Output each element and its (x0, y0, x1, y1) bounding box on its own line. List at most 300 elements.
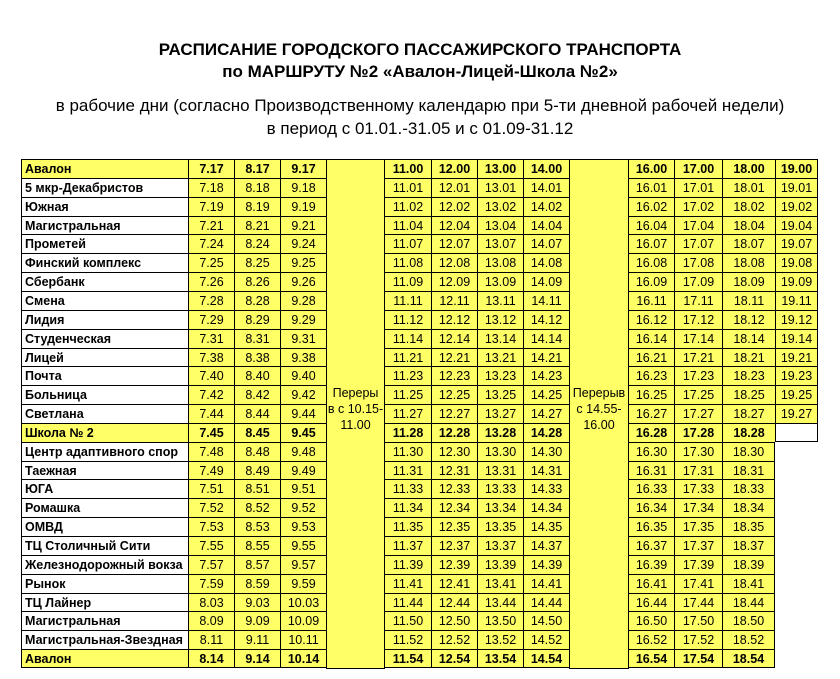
stop-name: Почта (21, 366, 188, 385)
departure-time: 7.40 (188, 366, 234, 385)
departure-time: 16.21 (628, 348, 674, 366)
departure-time: 14.11 (523, 291, 569, 310)
departure-time: 17.08 (674, 253, 722, 272)
departure-time: 9.38 (280, 348, 326, 366)
departure-time: 9.24 (280, 234, 326, 253)
departure-time: 8.11 (188, 630, 234, 649)
departure-time: 17.52 (674, 630, 722, 649)
departure-time: 11.37 (384, 536, 431, 555)
break-text: Перерыв (572, 386, 626, 400)
departure-time: 14.08 (523, 253, 569, 272)
departure-time: 12.30 (431, 442, 477, 461)
departure-time: 12.39 (431, 555, 477, 574)
departure-time: 12.08 (431, 253, 477, 272)
stop-name: ТЦ Лайнер (21, 593, 188, 611)
departure-time: 12.01 (431, 178, 477, 197)
departure-time: 16.28 (628, 423, 674, 442)
departure-time: 9.17 (280, 159, 326, 178)
stop-name: Лидия (21, 310, 188, 329)
stop-name: 5 мкр-Декабристов (21, 178, 188, 197)
departure-time: 18.00 (722, 159, 775, 178)
departure-time: 13.50 (477, 611, 523, 630)
departure-time: 10.03 (280, 593, 326, 611)
stop-name: Рынок (21, 574, 188, 593)
departure-time: 13.08 (477, 253, 523, 272)
break-period-2 (569, 159, 629, 669)
departure-time: 7.19 (188, 197, 234, 216)
departure-time: 16.00 (628, 159, 674, 178)
departure-time: 19.01 (775, 178, 818, 197)
departure-time: 7.24 (188, 234, 234, 253)
departure-time: 14.39 (523, 555, 569, 574)
departure-time: 13.28 (477, 423, 523, 442)
departure-time: 19.07 (775, 234, 818, 253)
departure-time: 18.14 (722, 329, 775, 348)
departure-time: 8.52 (234, 498, 280, 517)
departure-time: 14.02 (523, 197, 569, 216)
departure-time: 8.51 (234, 479, 280, 498)
departure-time: 18.41 (722, 574, 775, 593)
departure-time: 9.49 (280, 461, 326, 479)
departure-time: 7.42 (188, 385, 234, 404)
departure-time: 11.04 (384, 216, 431, 234)
departure-time: 12.04 (431, 216, 477, 234)
departure-time: 16.31 (628, 461, 674, 479)
departure-time: 13.23 (477, 366, 523, 385)
departure-time: 17.09 (674, 272, 722, 291)
departure-time: 13.33 (477, 479, 523, 498)
departure-time: 12.07 (431, 234, 477, 253)
departure-time: 9.44 (280, 404, 326, 423)
departure-time: 12.21 (431, 348, 477, 366)
stop-name: Магистральная-Звездная (21, 630, 188, 649)
departure-time: 8.25 (234, 253, 280, 272)
departure-time: 12.09 (431, 272, 477, 291)
departure-time: 11.28 (384, 423, 431, 442)
departure-time: 14.14 (523, 329, 569, 348)
departure-time: 8.09 (188, 611, 234, 630)
departure-time: 11.31 (384, 461, 431, 479)
departure-time: 16.08 (628, 253, 674, 272)
departure-time: 13.30 (477, 442, 523, 461)
departure-time: 14.52 (523, 630, 569, 649)
departure-time: 14.09 (523, 272, 569, 291)
departure-time: 13.11 (477, 291, 523, 310)
departure-time: 9.14 (234, 649, 280, 668)
departure-time: 9.31 (280, 329, 326, 348)
departure-time: 14.12 (523, 310, 569, 329)
departure-time: 8.40 (234, 366, 280, 385)
departure-time: 19.27 (775, 404, 818, 423)
departure-time: 13.39 (477, 555, 523, 574)
departure-time: 11.07 (384, 234, 431, 253)
departure-time: 12.37 (431, 536, 477, 555)
departure-time: 8.57 (234, 555, 280, 574)
stop-name: Ромашка (21, 498, 188, 517)
departure-time: 13.02 (477, 197, 523, 216)
departure-time: 17.04 (674, 216, 722, 234)
departure-time: 8.45 (234, 423, 280, 442)
departure-time: 8.21 (234, 216, 280, 234)
departure-time: 11.39 (384, 555, 431, 574)
departure-time: 14.50 (523, 611, 569, 630)
departure-time: 11.35 (384, 517, 431, 536)
departure-time: 7.57 (188, 555, 234, 574)
departure-time: 12.41 (431, 574, 477, 593)
departure-time: 19.02 (775, 197, 818, 216)
break-text: в с 10.15- (327, 402, 384, 416)
departure-time: 13.54 (477, 649, 523, 668)
departure-time: 13.09 (477, 272, 523, 291)
departure-time: 8.59 (234, 574, 280, 593)
departure-time: 18.52 (722, 630, 775, 649)
departure-time: 16.11 (628, 291, 674, 310)
departure-time: 7.38 (188, 348, 234, 366)
departure-time: 17.33 (674, 479, 722, 498)
departure-time: 18.07 (722, 234, 775, 253)
departure-time: 13.52 (477, 630, 523, 649)
departure-time: 16.50 (628, 611, 674, 630)
departure-time: 16.44 (628, 593, 674, 611)
departure-time: 17.44 (674, 593, 722, 611)
departure-time: 7.18 (188, 178, 234, 197)
departure-time: 18.31 (722, 461, 775, 479)
departure-time: 16.33 (628, 479, 674, 498)
departure-time: 9.03 (234, 593, 280, 611)
departure-time: 7.51 (188, 479, 234, 498)
departure-time: 17.28 (674, 423, 722, 442)
departure-time: 18.30 (722, 442, 775, 461)
departure-time: 19.11 (775, 291, 818, 310)
departure-time: 18.54 (722, 649, 775, 668)
departure-time: 17.30 (674, 442, 722, 461)
departure-time: 17.35 (674, 517, 722, 536)
stop-name: Смена (21, 291, 188, 310)
departure-time: 14.27 (523, 404, 569, 423)
departure-time: 16.09 (628, 272, 674, 291)
departure-time: 9.55 (280, 536, 326, 555)
departure-time: 8.42 (234, 385, 280, 404)
departure-time: 18.25 (722, 385, 775, 404)
departure-time: 18.50 (722, 611, 775, 630)
departure-time: 11.11 (384, 291, 431, 310)
departure-time: 17.50 (674, 611, 722, 630)
departure-time: 17.39 (674, 555, 722, 574)
departure-time: 12.33 (431, 479, 477, 498)
departure-time: 16.25 (628, 385, 674, 404)
departure-time: 16.14 (628, 329, 674, 348)
departure-time: 16.39 (628, 555, 674, 574)
departure-time: 9.42 (280, 385, 326, 404)
departure-time: 13.25 (477, 385, 523, 404)
departure-time: 11.44 (384, 593, 431, 611)
departure-time: 7.55 (188, 536, 234, 555)
departure-time: 16.35 (628, 517, 674, 536)
departure-time: 16.34 (628, 498, 674, 517)
departure-time: 8.29 (234, 310, 280, 329)
departure-time: 18.37 (722, 536, 775, 555)
departure-time: 19.23 (775, 366, 818, 385)
departure-time: 11.02 (384, 197, 431, 216)
departure-time: 17.21 (674, 348, 722, 366)
subtitle-line-2: в период с 01.01.-31.05 и с 01.09-31.12 (266, 119, 574, 138)
departure-time: 12.31 (431, 461, 477, 479)
departure-time: 7.17 (188, 159, 234, 178)
departure-time: 11.08 (384, 253, 431, 272)
stop-name: Прометей (21, 234, 188, 253)
departure-time: 8.31 (234, 329, 280, 348)
departure-time: 18.28 (722, 423, 775, 442)
departure-time: 17.27 (674, 404, 722, 423)
break-period-1 (326, 159, 385, 669)
departure-time: 12.52 (431, 630, 477, 649)
departure-time: 8.48 (234, 442, 280, 461)
departure-time: 7.48 (188, 442, 234, 461)
departure-time: 16.12 (628, 310, 674, 329)
departure-time: 14.31 (523, 461, 569, 479)
departure-time: 16.23 (628, 366, 674, 385)
departure-time: 19.04 (775, 216, 818, 234)
departure-time: 19.14 (775, 329, 818, 348)
departure-time: 17.31 (674, 461, 722, 479)
departure-time: 12.14 (431, 329, 477, 348)
departure-time: 11.12 (384, 310, 431, 329)
departure-time: 14.37 (523, 536, 569, 555)
subtitle-line-1: в рабочие дни (согласно Производственному календарю при 5-ти дневной рабочей недели) (55, 96, 785, 115)
departure-time: 9.11 (234, 630, 280, 649)
departure-time: 7.59 (188, 574, 234, 593)
departure-time: 13.44 (477, 593, 523, 611)
departure-time: 8.03 (188, 593, 234, 611)
departure-time: 7.53 (188, 517, 234, 536)
departure-time: 9.53 (280, 517, 326, 536)
departure-time: 13.35 (477, 517, 523, 536)
departure-time: 19.25 (775, 385, 818, 404)
departure-time: 9.51 (280, 479, 326, 498)
departure-time: 12.35 (431, 517, 477, 536)
departure-time: 9.29 (280, 310, 326, 329)
departure-time: 14.04 (523, 216, 569, 234)
departure-time: 14.41 (523, 574, 569, 593)
departure-time: 18.34 (722, 498, 775, 517)
departure-time: 17.12 (674, 310, 722, 329)
departure-time: 13.04 (477, 216, 523, 234)
departure-time: 14.21 (523, 348, 569, 366)
departure-time: 13.31 (477, 461, 523, 479)
departure-time: 17.34 (674, 498, 722, 517)
departure-time: 12.50 (431, 611, 477, 630)
departure-time: 12.44 (431, 593, 477, 611)
stop-name: Южная (21, 197, 188, 216)
departure-time: 18.35 (722, 517, 775, 536)
departure-time: 7.21 (188, 216, 234, 234)
departure-time: 7.26 (188, 272, 234, 291)
departure-time: 12.23 (431, 366, 477, 385)
departure-time: 19.12 (775, 310, 818, 329)
departure-time: 7.31 (188, 329, 234, 348)
stop-name: Магистральная (21, 611, 188, 630)
departure-time: 18.04 (722, 216, 775, 234)
break-text: 16.00 (583, 418, 615, 432)
departure-time: 8.38 (234, 348, 280, 366)
departure-time: 14.33 (523, 479, 569, 498)
departure-time: 8.17 (234, 159, 280, 178)
departure-time: 10.11 (280, 630, 326, 649)
stop-name: Финский комплекс (21, 253, 188, 272)
stop-name: Железнодорожный вокза (21, 555, 188, 574)
departure-time: 8.19 (234, 197, 280, 216)
departure-time: 12.00 (431, 159, 477, 178)
departure-time: 18.27 (722, 404, 775, 423)
departure-time (775, 423, 818, 442)
departure-time: 7.45 (188, 423, 234, 442)
departure-time: 16.37 (628, 536, 674, 555)
departure-time: 11.34 (384, 498, 431, 517)
departure-time: 14.54 (523, 649, 569, 668)
departure-time: 9.26 (280, 272, 326, 291)
departure-time: 8.55 (234, 536, 280, 555)
departure-time: 11.41 (384, 574, 431, 593)
departure-time: 12.27 (431, 404, 477, 423)
departure-time: 18.11 (722, 291, 775, 310)
stop-name: Сбербанк (21, 272, 188, 291)
stop-name: ТЦ Столичный Сити (21, 536, 188, 555)
stop-name: Школа № 2 (21, 423, 188, 442)
departure-time: 17.54 (674, 649, 722, 668)
departure-time: 7.49 (188, 461, 234, 479)
departure-time: 9.40 (280, 366, 326, 385)
departure-time: 13.12 (477, 310, 523, 329)
departure-time: 12.02 (431, 197, 477, 216)
departure-time: 9.59 (280, 574, 326, 593)
departure-time: 19.21 (775, 348, 818, 366)
departure-time: 11.25 (384, 385, 431, 404)
departure-time: 8.28 (234, 291, 280, 310)
departure-time: 13.27 (477, 404, 523, 423)
departure-time: 14.25 (523, 385, 569, 404)
title-line-1: РАСПИСАНИЕ ГОРОДСКОГО ПАССАЖИРСКОГО ТРАНСПОРТА (158, 40, 682, 59)
stop-name: Студенческая (21, 329, 188, 348)
departure-time: 14.44 (523, 593, 569, 611)
departure-time: 12.11 (431, 291, 477, 310)
departure-time: 7.25 (188, 253, 234, 272)
departure-time: 14.00 (523, 159, 569, 178)
departure-time: 14.30 (523, 442, 569, 461)
departure-time: 13.07 (477, 234, 523, 253)
departure-time: 16.02 (628, 197, 674, 216)
stop-name: Авалон (21, 159, 188, 178)
departure-time: 18.01 (722, 178, 775, 197)
departure-time: 18.12 (722, 310, 775, 329)
departure-time: 16.04 (628, 216, 674, 234)
departure-time: 11.30 (384, 442, 431, 461)
departure-time: 9.25 (280, 253, 326, 272)
stop-name: Светлана (21, 404, 188, 423)
departure-time: 14.01 (523, 178, 569, 197)
departure-time: 17.07 (674, 234, 722, 253)
stop-name: Таежная (21, 461, 188, 479)
departure-time: 9.45 (280, 423, 326, 442)
departure-time: 17.11 (674, 291, 722, 310)
departure-time: 11.50 (384, 611, 431, 630)
departure-time: 18.44 (722, 593, 775, 611)
departure-time: 17.25 (674, 385, 722, 404)
departure-time: 8.18 (234, 178, 280, 197)
departure-time: 16.41 (628, 574, 674, 593)
departure-time: 13.00 (477, 159, 523, 178)
departure-time: 13.34 (477, 498, 523, 517)
departure-time: 16.54 (628, 649, 674, 668)
departure-time: 16.07 (628, 234, 674, 253)
departure-time: 18.09 (722, 272, 775, 291)
break-text: Переры (332, 386, 379, 400)
departure-time: 10.14 (280, 649, 326, 668)
departure-time: 9.18 (280, 178, 326, 197)
departure-time: 10.09 (280, 611, 326, 630)
departure-time: 11.01 (384, 178, 431, 197)
departure-time: 8.49 (234, 461, 280, 479)
departure-time: 8.44 (234, 404, 280, 423)
departure-time: 13.41 (477, 574, 523, 593)
departure-time: 14.23 (523, 366, 569, 385)
departure-time: 7.52 (188, 498, 234, 517)
departure-time: 19.09 (775, 272, 818, 291)
departure-time: 9.21 (280, 216, 326, 234)
departure-time: 19.08 (775, 253, 818, 272)
departure-time: 18.33 (722, 479, 775, 498)
stop-name: ОМВД (21, 517, 188, 536)
stop-name: Лицей (21, 348, 188, 366)
departure-time: 11.00 (384, 159, 431, 178)
departure-time: 11.23 (384, 366, 431, 385)
departure-time: 12.12 (431, 310, 477, 329)
departure-time: 16.30 (628, 442, 674, 461)
departure-time: 16.52 (628, 630, 674, 649)
departure-time: 18.23 (722, 366, 775, 385)
departure-time: 17.01 (674, 178, 722, 197)
departure-time: 14.07 (523, 234, 569, 253)
departure-time: 17.23 (674, 366, 722, 385)
departure-time: 12.54 (431, 649, 477, 668)
departure-time: 9.28 (280, 291, 326, 310)
departure-time: 17.37 (674, 536, 722, 555)
departure-time: 11.33 (384, 479, 431, 498)
stop-name: ЮГА (21, 479, 188, 498)
departure-time: 8.14 (188, 649, 234, 668)
departure-time: 17.00 (674, 159, 722, 178)
departure-time: 9.48 (280, 442, 326, 461)
stop-name: Центр адаптивного спор (21, 442, 188, 461)
departure-time: 14.28 (523, 423, 569, 442)
departure-time: 18.02 (722, 197, 775, 216)
departure-time: 8.24 (234, 234, 280, 253)
departure-time: 11.21 (384, 348, 431, 366)
departure-time: 7.29 (188, 310, 234, 329)
departure-time: 17.14 (674, 329, 722, 348)
departure-time: 14.34 (523, 498, 569, 517)
departure-time: 17.02 (674, 197, 722, 216)
departure-time: 17.41 (674, 574, 722, 593)
departure-time: 16.27 (628, 404, 674, 423)
stop-name: Магистральная (21, 216, 188, 234)
departure-time: 8.26 (234, 272, 280, 291)
departure-time: 13.37 (477, 536, 523, 555)
departure-time: 12.25 (431, 385, 477, 404)
stop-name: Авалон (21, 649, 188, 668)
departure-time: 11.14 (384, 329, 431, 348)
departure-time: 8.53 (234, 517, 280, 536)
departure-time: 12.28 (431, 423, 477, 442)
